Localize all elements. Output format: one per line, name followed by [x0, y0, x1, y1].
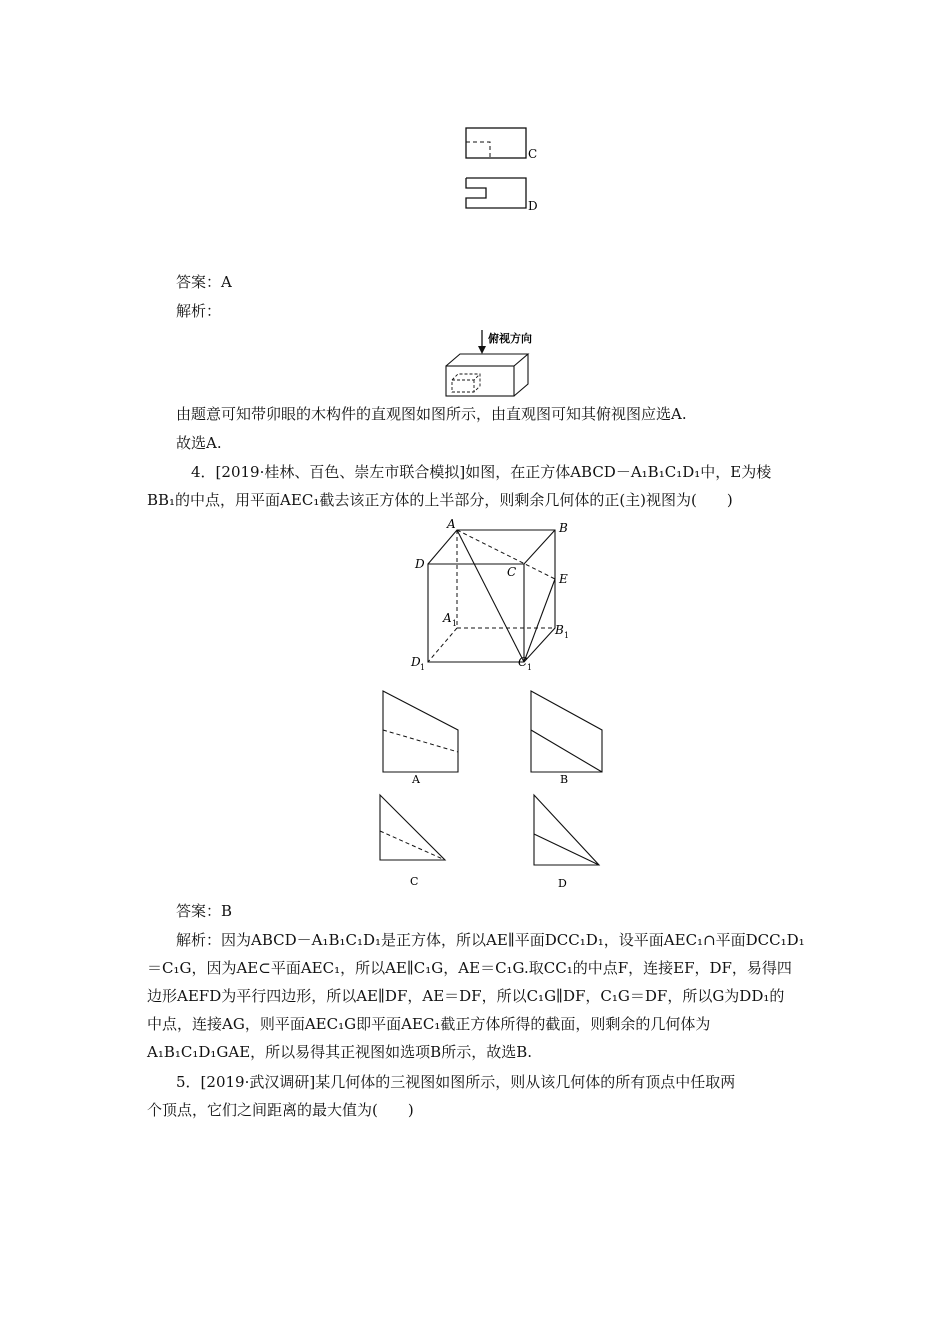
- q4-analysis-line1: 解析：因为ABCD－A₁B₁C₁D₁是正方体，所以AE∥平面DCC₁D₁，设平面AEC₁∩平面DCC₁D₁: [176, 931, 805, 949]
- q3-analysis-line1: 由题意可知带卯眼的木构件的直观图如图所示，由直观图可知其俯视图应选A.: [176, 405, 687, 423]
- q3-analysis-line2: 故选A.: [176, 434, 222, 452]
- q3-analysis-label: 解析：: [176, 302, 222, 320]
- q4-option-a-label: A: [412, 773, 420, 786]
- q4-answer: 答案：B: [176, 902, 233, 920]
- cube-label-d1: D: [411, 655, 421, 669]
- cube-label-b1: B: [555, 623, 564, 637]
- option-c-figure: [460, 122, 550, 166]
- cube-label-c: C: [507, 565, 517, 579]
- q3-answer: 答案：A: [176, 273, 232, 291]
- q4-option-d-figure: [528, 790, 628, 890]
- cube-label-c1: C: [518, 655, 528, 669]
- q4-option-c-figure: [372, 790, 472, 890]
- cube-label-c1-sub: 1: [527, 663, 533, 672]
- q4-option-b-label: B: [560, 773, 569, 786]
- option-d-figure: [460, 172, 550, 216]
- q5-stem-line1: 5．[2019·武汉调研]某几何体的三视图如图所示，则从该几何体的所有顶点中任取两: [176, 1073, 736, 1091]
- q4-option-a-figure: [372, 686, 472, 786]
- cube-label-b: B: [559, 521, 568, 535]
- option-c-label: C: [528, 147, 538, 161]
- q4-stem-line2: BB₁的中点，用平面AEC₁截去该正方体的上半部分，则剩余几何体的正(主)视图为( ): [147, 491, 733, 509]
- cube-label-a: A: [447, 517, 456, 531]
- cube-label-d1-sub: 1: [420, 663, 426, 672]
- q3-perspective-figure: [440, 326, 550, 402]
- option-d-label: D: [528, 199, 538, 213]
- cube-label-b1-sub: 1: [564, 631, 570, 640]
- cube-label-a1-sub: 1: [452, 619, 458, 628]
- q4-option-d-label: D: [558, 877, 567, 890]
- q4-stem-line1: 4．[2019·桂林、百色、崇左市联合模拟]如图，在正方体ABCD－A₁B₁C₁D₁中，E为棱: [191, 463, 772, 481]
- q5-stem-line2: 个顶点，它们之间距离的最大值为( ): [147, 1101, 414, 1119]
- q4-cube-figure: [385, 516, 585, 672]
- q4-analysis-line3: 边形AEFD为平行四边形，所以AE∥DF，AE＝DF，所以C₁G∥DF，C₁G＝DF，所以G为DD₁的: [147, 987, 785, 1005]
- cube-label-a1: A: [443, 611, 452, 625]
- q3-view-direction-caption: 俯视方向: [488, 332, 532, 345]
- q4-analysis-line2: ＝C₁G，因为AE⊂平面AEC₁，所以AE∥C₁G，AE＝C₁G.取CC₁的中点F，连接EF，DF，易得四: [147, 959, 792, 977]
- cube-label-d: D: [415, 557, 425, 571]
- cube-label-e: E: [559, 572, 568, 586]
- q4-option-c-label: C: [410, 875, 419, 888]
- q4-analysis-line5: A₁B₁C₁D₁GAE，所以易得其正视图如选项B所示，故选B.: [147, 1043, 532, 1061]
- q4-analysis-line4: 中点，连接AG，则平面AEC₁G即平面AEC₁截正方体所得的截面，则剩余的几何体为: [147, 1015, 711, 1033]
- q4-option-b-figure: [520, 686, 620, 786]
